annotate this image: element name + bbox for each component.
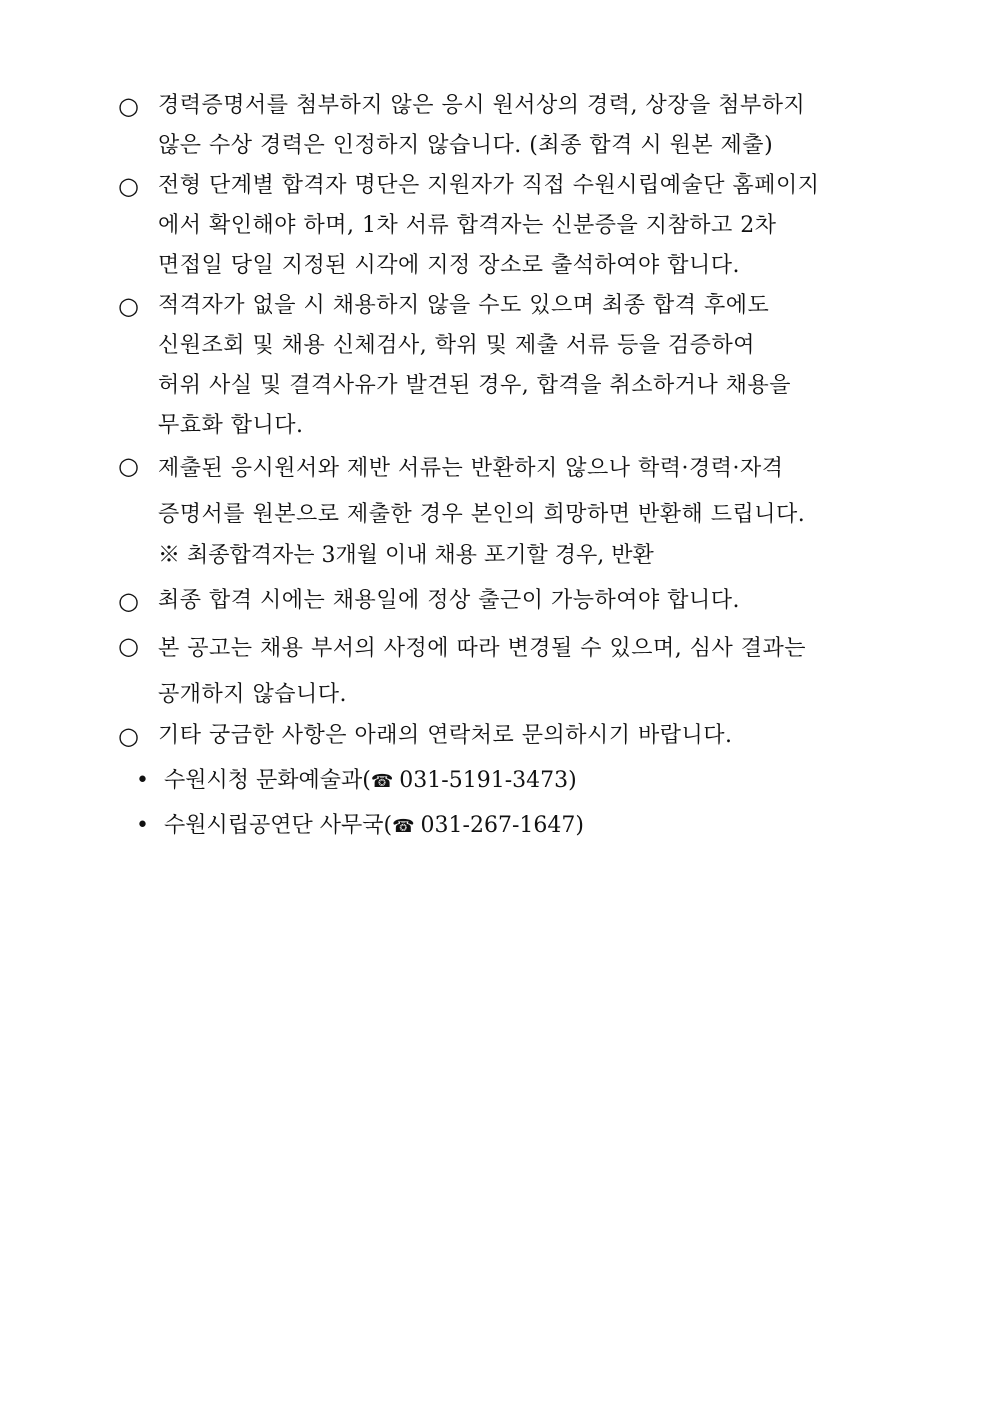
contact-phone: 031-5191-3473) (399, 768, 577, 793)
bullet-dot-icon: • (136, 813, 149, 838)
text-line: 공개하지 않습니다. (158, 682, 348, 707)
notice-item-1 (118, 86, 896, 166)
circle-bullet-icon: ○ (118, 587, 139, 615)
text-line: 제출된 응시원서와 제반 서류는 반환하지 않으나 학력·경력·자격 (158, 456, 784, 481)
notice-item-3 (118, 286, 896, 446)
notice-item-7-text (158, 716, 896, 756)
bullet-dot-icon: • (136, 768, 149, 793)
contact-name: 수원시립공연단 사무국( (164, 813, 393, 838)
text-line: 적격자가 없을 시 채용하지 않을 수도 있으며 최종 합격 후에도 (158, 293, 770, 318)
notice-item-5 (118, 581, 896, 621)
contact-performing-arts-office (136, 806, 584, 847)
contact-phone: 031-267-1647) (420, 813, 584, 838)
text-line: 신원조회 및 채용 신체검사, 학위 및 제출 서류 등을 검증하여 (158, 333, 755, 358)
notice-item-2 (118, 166, 896, 286)
notice-item-3-text (158, 286, 896, 446)
text-line: 허위 사실 및 결격사유가 발견된 경우, 합격을 취소하거나 채용을 (158, 373, 791, 398)
notice-item-5-text (158, 581, 896, 621)
notice-item-2-text (158, 166, 896, 286)
contact-city-hall (136, 761, 577, 802)
circle-bullet-icon: ○ (118, 292, 139, 320)
telephone-icon: ☎ (392, 816, 415, 837)
notice-item-7 (118, 716, 896, 756)
text-line: 무효화 합니다. (158, 413, 304, 438)
text-line: 면접일 당일 지정된 시각에 지정 장소로 출석하여야 합니다. (158, 253, 740, 278)
circle-bullet-icon: ○ (118, 632, 139, 660)
text-line: 기타 궁금한 사항은 아래의 연락처로 문의하시기 바랍니다. (158, 723, 733, 748)
circle-bullet-icon: ○ (118, 452, 139, 480)
notice-item-4-text (158, 446, 896, 538)
text-line: 최종 합격 시에는 채용일에 정상 출근이 가능하여야 합니다. (158, 588, 740, 613)
notice-item-1-text (158, 86, 896, 166)
text-line: 증명서를 원본으로 제출한 경우 본인의 희망하면 반환해 드립니다. (158, 502, 806, 527)
text-line: 경력증명서를 첨부하지 않은 응시 원서상의 경력, 상장을 첨부하지 (158, 93, 806, 118)
circle-bullet-icon: ○ (118, 92, 139, 120)
notice-item-6 (118, 626, 896, 718)
notice-item-4 (118, 446, 896, 538)
text-line: 에서 확인해야 하며, 1차 서류 합격자는 신분증을 지참하고 2차 (158, 213, 777, 238)
text-line: 않은 수상 경력은 인정하지 않습니다. (최종 합격 시 원본 제출) (158, 133, 774, 158)
text-line: 전형 단계별 합격자 명단은 지원자가 직접 수원시립예술단 홈페이지 (158, 173, 820, 198)
circle-bullet-icon: ○ (118, 722, 139, 750)
circle-bullet-icon: ○ (118, 172, 139, 200)
final-candidate-note: ※ 최종합격자는 3개월 이내 채용 포기할 경우, 반환 (158, 543, 654, 568)
telephone-icon: ☎ (370, 771, 394, 792)
contact-name: 수원시청 문화예술과( (164, 768, 371, 793)
text-line: 본 공고는 채용 부서의 사정에 따라 변경될 수 있으며, 심사 결과는 (158, 636, 806, 661)
notice-item-6-text (158, 626, 896, 718)
